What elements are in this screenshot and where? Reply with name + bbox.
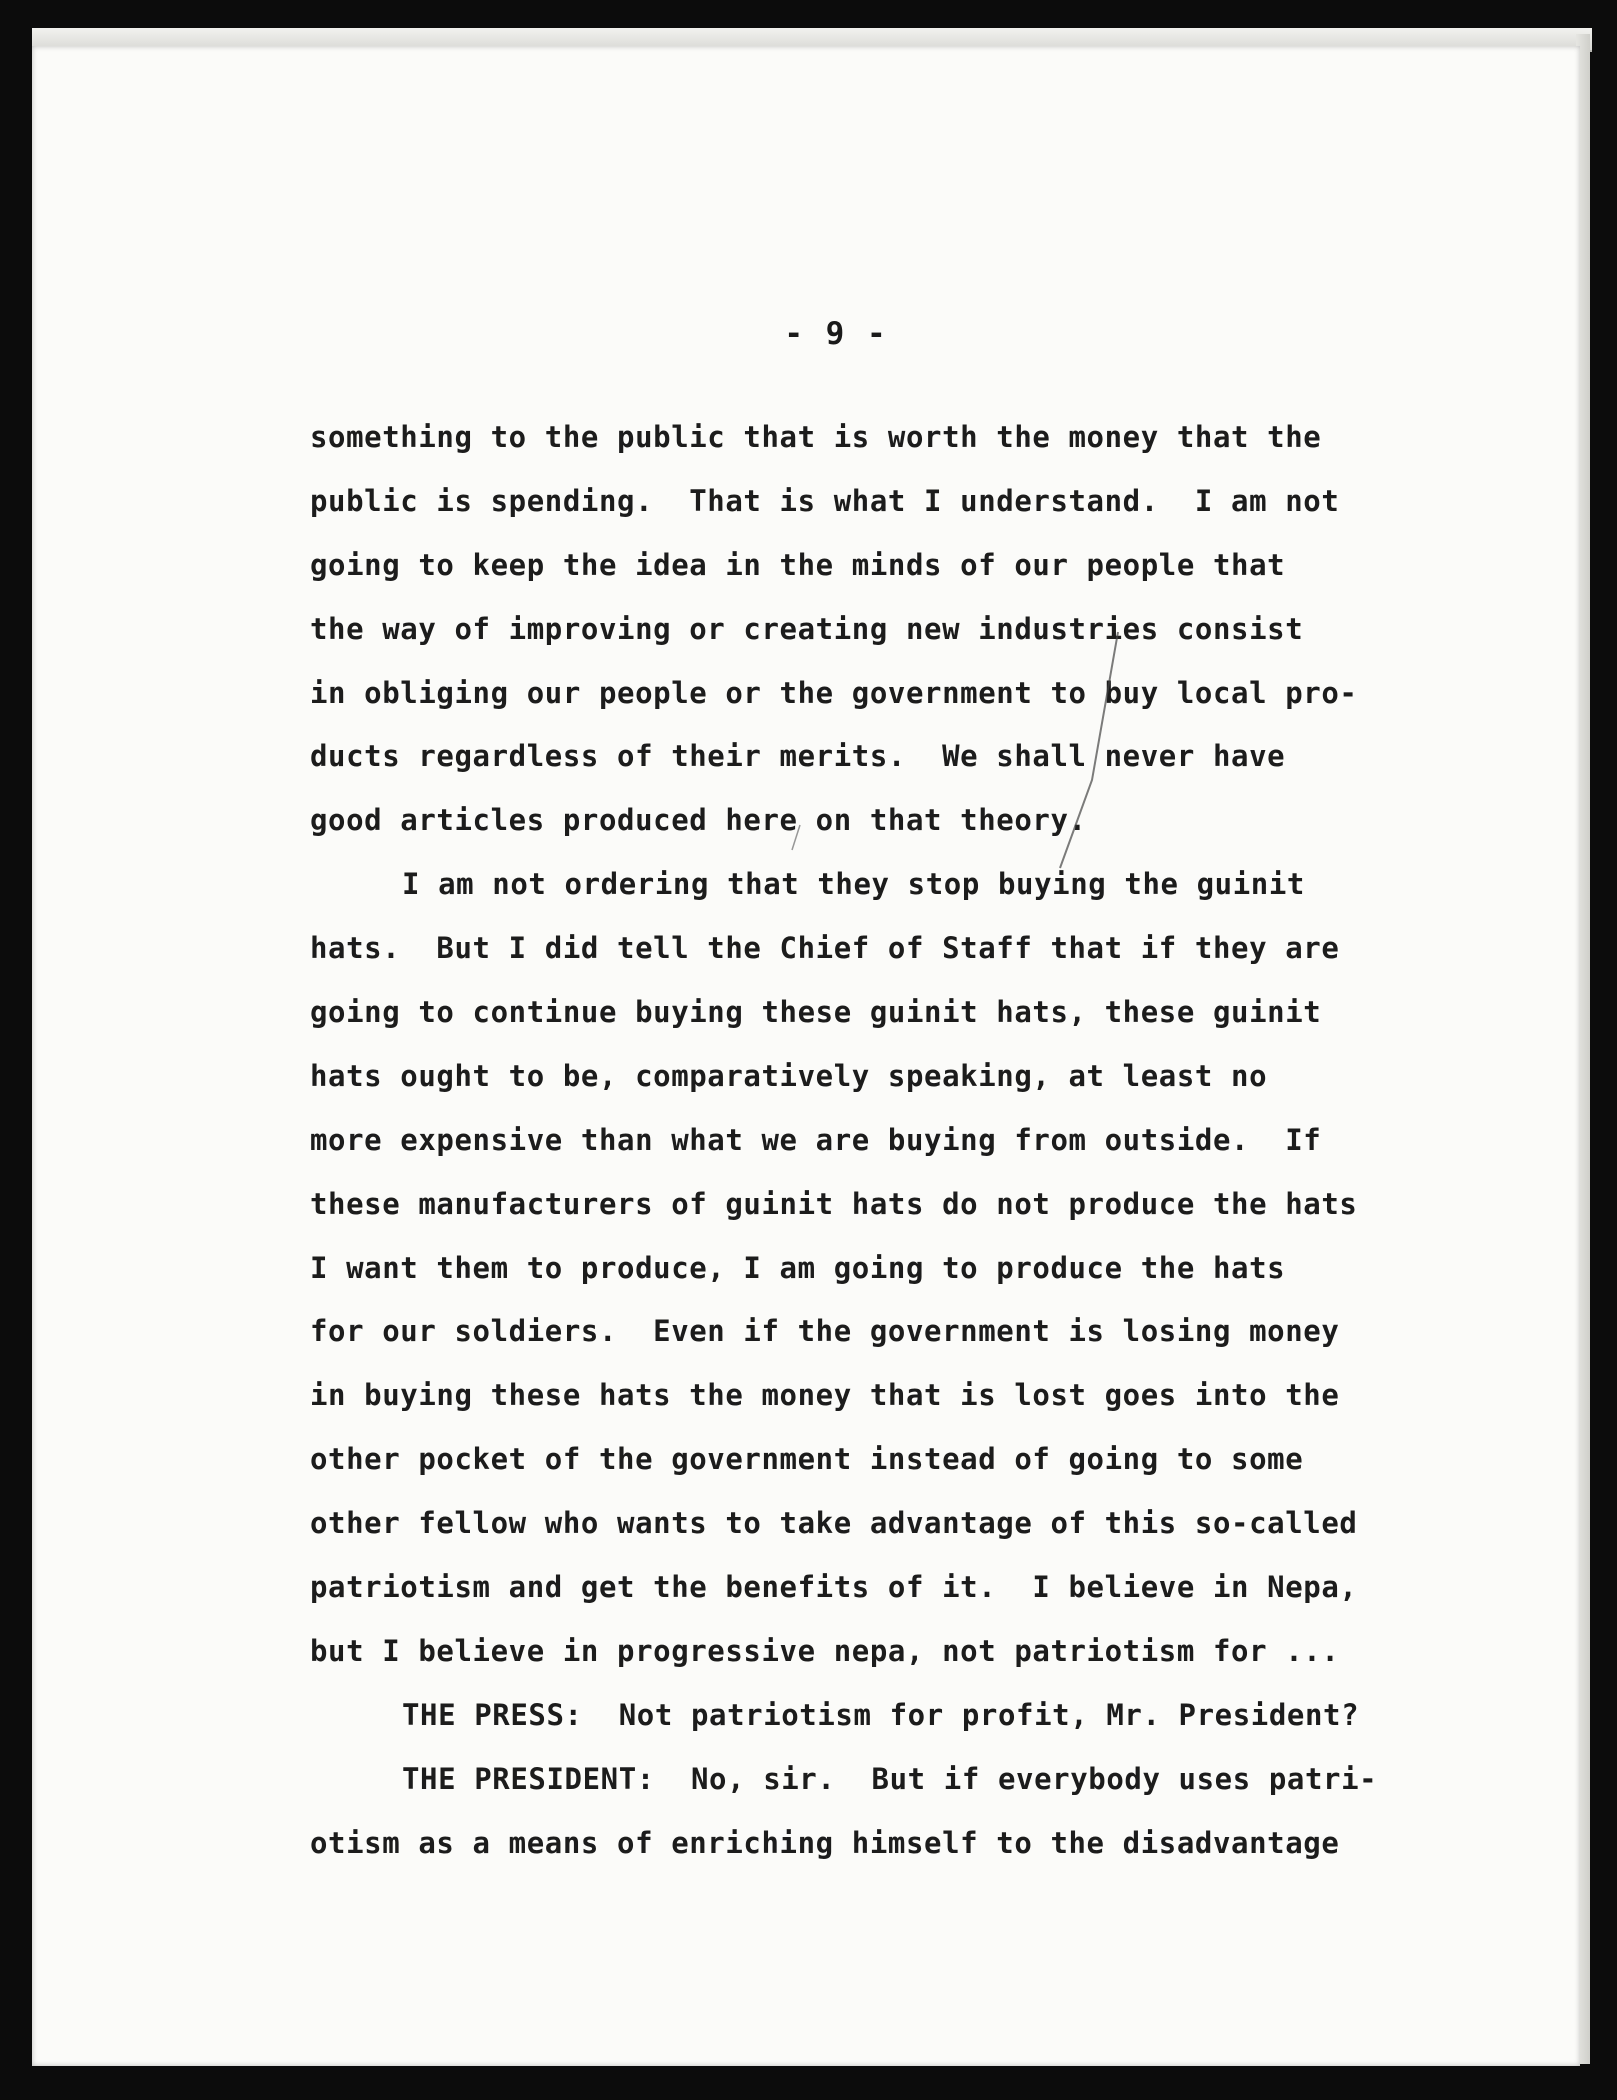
text-line: I want them to produce, I am going to produce the hats — [310, 1250, 1286, 1285]
text-line: going to continue buying these guinit hats, these guinit — [310, 995, 1322, 1030]
text-line: good articles produced here on that theory. — [310, 803, 1087, 838]
text-line: ducts regardless of their merits. We shall never have — [310, 739, 1286, 774]
page-number: - 9 - — [784, 316, 888, 352]
text-line: for our soldiers. Even if the government is losing money — [310, 1314, 1340, 1349]
text-line: public is spending. That is what I understand. I am not — [310, 483, 1340, 518]
speaker-line-press: THE PRESS: Not patriotism for profit, Mr. President? — [402, 1697, 1360, 1732]
text-line: in obliging our people or the government to buy local pro- — [310, 675, 1358, 710]
speaker-line-president: THE PRESIDENT: No, sir. But if everybody uses patri- — [402, 1761, 1378, 1796]
text-line: in buying these hats the money that is lost goes into the — [310, 1378, 1340, 1413]
text-line: something to the public that is worth the money that the — [310, 420, 1322, 454]
text-line: going to keep the idea in the minds of our people that — [310, 547, 1286, 582]
text-line: otism as a means of enriching himself to the disadvantage — [310, 1825, 1340, 1860]
text-line: hats ought to be, comparatively speaking, at least no — [310, 1058, 1268, 1093]
text-line: other pocket of the government instead of going to some — [310, 1442, 1304, 1477]
transcript-body — [310, 406, 1450, 1875]
text-line: patriotism and get the benefits of it. I believe in Nepa, — [310, 1570, 1358, 1605]
text-line: the way of improving or creating new industries consist — [310, 611, 1304, 646]
text-line: more expensive than what we are buying from outside. If — [310, 1122, 1322, 1157]
text-line: other fellow who wants to take advantage of this so-called — [310, 1506, 1358, 1541]
text-line: these manufacturers of guinit hats do not produce the hats — [310, 1186, 1358, 1221]
text-line-paragraph-start: I am not ordering that they stop buying the guinit — [402, 867, 1305, 902]
text-line: hats. But I did tell the Chief of Staff that if they are — [310, 931, 1340, 966]
text-line: but I believe in progressive nepa, not patriotism for ... — [310, 1633, 1340, 1668]
